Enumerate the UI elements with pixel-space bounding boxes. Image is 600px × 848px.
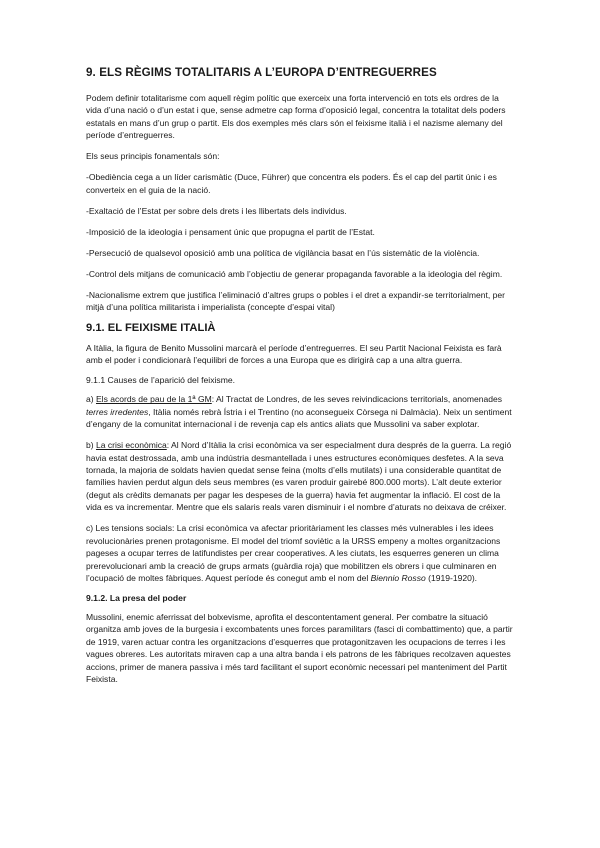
principle-4: -Persecució de qualsevol oposició amb una política de vigilància basat en l’ús sistemàtic de la violència.: [86, 247, 480, 258]
cause-a-label: Els acords de pau de la 1ª GM: [95, 394, 212, 405]
cause-a-text-1: : Al Tractat de Londres, de les seves reivindicacions territorials, anomenades: [211, 394, 503, 405]
cause-c-text-2: (1919-1920).: [425, 572, 478, 583]
page-title: 9. ELS RÈGIMS TOTALITARIS A L’EUROPA D’ENTREGUERRES: [86, 66, 437, 79]
section-9-1-1-heading: 9.1.1 Causes de l’aparició del feixisme.: [86, 375, 236, 386]
cause-a-text-2: , Itàlia només rebrà Ístria i el Trentino (no aconsegueix Còrsega ni Dalmàcia). Neix un sentiment d’engany de la comunitat internacional i de revenja cap els antics aliats que Mussolini va saber explotar.: [86, 406, 512, 430]
section-9-1-heading: 9.1. EL FEIXISME ITALIÀ: [86, 322, 216, 335]
principle-1: -Obediència cega a un líder carismàtic (Duce, Führer) que concentra els poders. És el cap del partit únic i es converteix en el guia de la nació.: [86, 172, 497, 195]
principles-intro: Els seus principis fonamentals són:: [86, 151, 220, 162]
principle-3: -Imposició de la ideologia i pensament únic que propugna el partit de l’Estat.: [86, 226, 375, 237]
section-9-1-2-heading: 9.1.2. La presa del poder: [86, 592, 187, 603]
cause-c-text: c) Les tensions socials: La crisi econòmica va afectar prioritàriament les classes més vulnerables i les idees revolucionàries prenen protagonisme. El model del triomf soviètic a la URSS empeny a moltes organitzacions pageses a ocupar terres de latifundistes per crear cooperatives. A les ciutats, les esquerres generen un clima prerevolucionari amb la creació de grups armats (guàrdia roja) que mobilitzen els obrers i que culminaren en l’ocupació de moltes fàbriques. Aquest període és conegut amb el nom del: [86, 523, 501, 583]
cause-a-italic-term: terres irredentes: [86, 406, 149, 417]
intro-paragraph: Podem definir totalitarisme com aquell règim polític que exerceix una forta intervenció en tots els ordres de la vida d’una nació o d’un estat i que, sense admetre cap forma d’oposició legal, concentra la totalitat dels poders estatals en mans d’un grup o partit. Els dos exemples més clars són el feixisme italià i el nazisme alemany del període d’entreguerres.: [86, 93, 506, 141]
principle-5: -Control dels mitjans de comunicació amb l’objectiu de generar propaganda favorable a la ideologia del règim.: [86, 268, 503, 279]
cause-a-paragraph: [86, 393, 514, 430]
section-9-1-2-paragraph: Mussolini, enemic aferrissat del bolxevisme, aprofita el descontentament general. Per combatre la situació organitza amb joves de la burgesia i excombatents unes forces paramilitars (fasci di combattimento) que, a partir de 1919, varen actuar contra les organitzacions d’esquerres que protagonitzaven les ocupacions de terres i les vagues obreres. Les autoritats miraven cap a una altra banda i els patrons de les fàbriques recolzaven aquestes accions, primer de manera passiva i més tard facilitant el suport econòmic necessari pel manteniment del Partit Feixista.: [86, 611, 513, 684]
cause-b-prefix: b): [86, 440, 96, 451]
cause-b-paragraph: [86, 439, 514, 513]
cause-b-label: La crisi econòmica: [95, 440, 167, 451]
principle-2: -Exaltació de l’Estat per sobre dels drets i les llibertats dels individus.: [86, 205, 347, 216]
cause-a-prefix: a): [86, 394, 96, 405]
cause-b-text: : Al Nord d’Itàlia la crisi econòmica va ser especialment dura després de la guerra. La regió havia estat destrossada, amb una indústria desmantellada i unes estructures econòmiques desfetes. A la seva tornada, la majoria de soldats havien quedat sense feina (molts d’ells mutilats) i una considerable quantitat de famílies havien perdut algun dels seus membres (es varen produir gairebé 800.000 morts). L’alt deute exterior (degut als crèdits demanats per pagar les despeses de la guerra) havia fet augmentar la inflació. El cost de la vida es va incrementar. Mentre que els salaris reals varen disminuir i el nombre d’aturats no deixava de créixer.: [86, 440, 512, 513]
principle-6: -Nacionalisme extrem que justifica l’eliminació d’altres grups o pobles i el dret a expandir-se territorialment, per mitjà d’una política militarista i imperialista (concepte d’espai vital): [86, 289, 505, 313]
cause-c-paragraph: [86, 522, 514, 584]
section-9-1-paragraph: A Itàlia, la figura de Benito Mussolini marcarà el període d’entreguerres. El seu Partit Nacional Feixista es farà amb el poder i condicionarà l’equilibri de forces a una Europa que es dirigirà cap a una altra guerra.: [86, 343, 502, 366]
cause-c-italic-term: Biennio Rosso: [370, 572, 426, 583]
